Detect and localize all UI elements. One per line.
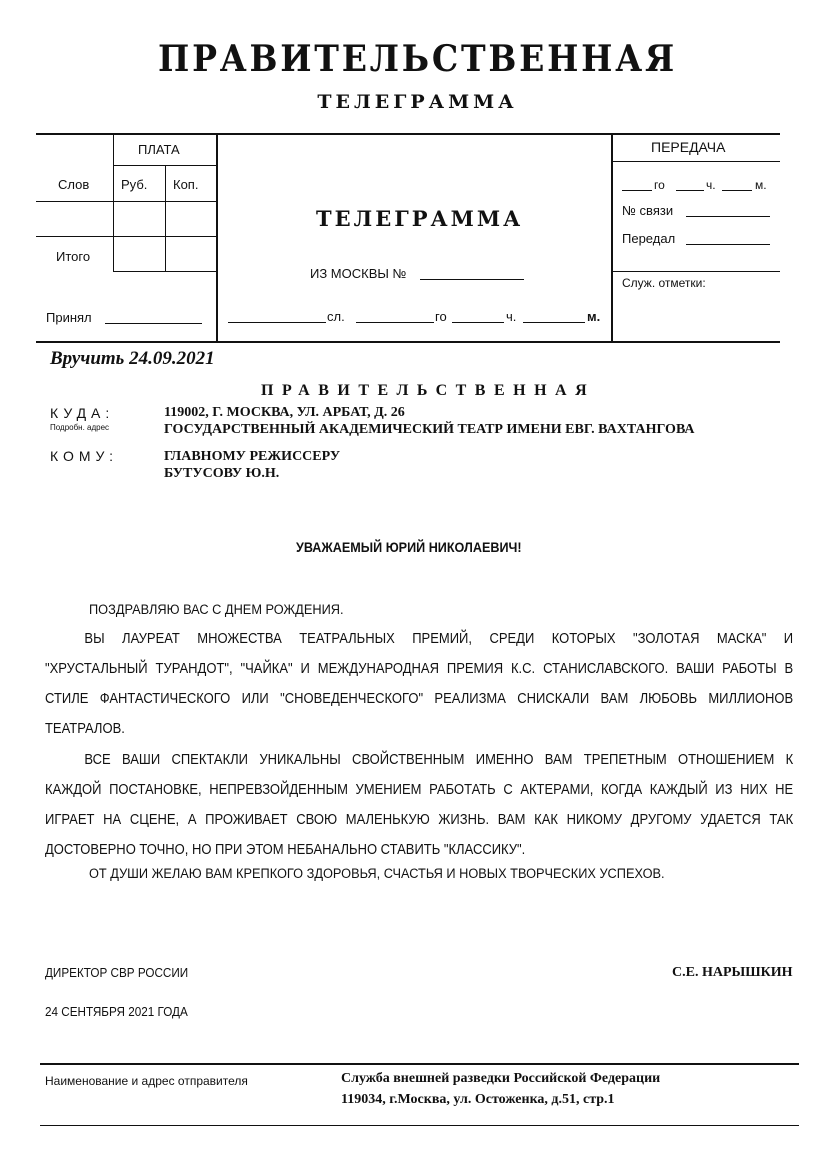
sender-bottom-rule — [40, 1125, 799, 1126]
address-line-1: 119002, Г. МОСКВА, УЛ. АРБАТ, Д. 26 — [164, 405, 405, 420]
paragraph-3-line-1: ВСЕ ВАШИ СПЕКТАКЛИ УНИКАЛЬНЫ СВОЙСТВЕННЫМ ИМЕННО ВАМ ТРЕПЕТНЫМ ОТНОШЕНИЕМ К — [84, 752, 794, 768]
address-line-2: ГОСУДАРСТВЕННЫЙ АКАДЕМИЧЕСКИЙ ТЕАТР ИМЕНИ ЕВГ. ВАХТАНГОВА — [164, 422, 695, 437]
itogo-label: Итого — [56, 249, 91, 264]
peredacha-label: ПЕРЕДАЧА — [651, 139, 726, 155]
paragraph-2-line-2: "ХРУСТАЛЬНЫЙ ТУРАНДОТ", "ЧАЙКА" И МЕЖДУНАРОДНАЯ ПРЕМИЯ К.С. СТАНИСЛАВСКОГО. ВАШИ РАБОТЫ В — [45, 661, 794, 677]
greeting: УВАЖАЕМЫЙ ЮРИЙ НИКОЛАЕВИЧ! — [296, 539, 522, 555]
deliver-date: Вручить 24.09.2021 — [50, 348, 215, 369]
paragraph-3 — [45, 749, 793, 869]
paragraph-3-line-4: ДОСТОВЕРНО ТОЧНО, НО ПРИ ЭТОМ НЕБАНАЛЬНО СТАВИТЬ "КЛАССИКУ". — [45, 842, 526, 858]
paragraph-1: ПОЗДРАВЛЯЮ ВАС С ДНЕМ РОЖДЕНИЯ. — [89, 602, 344, 618]
pravit-label: ПРАВИТЕЛЬСТВЕННАЯ — [261, 382, 596, 399]
document-subtitle: ТЕЛЕГРАММА — [317, 91, 518, 113]
ch-label: ч. — [506, 309, 517, 324]
signatory-name: С.Е. НАРЫШКИН — [672, 965, 793, 980]
right-go-label: го — [654, 178, 665, 192]
prinyal-blank — [105, 323, 202, 324]
m-label: м. — [587, 309, 601, 324]
kuda-label: КУДА: — [50, 405, 115, 421]
sender-line-1: Служба внешней разведки Российской Федерации — [341, 1071, 661, 1086]
iz-moskvy-blank — [420, 279, 524, 280]
go-label: го — [435, 309, 447, 324]
signatory-position: ДИРЕКТОР СВР РОССИИ — [45, 965, 189, 980]
paragraph-3-line-3: ИГРАЕТ НА СЦЕНЕ, А ПРОЖИВАЕТ СВОЮ МАЛЕНЬКУЮ ЖИЗНЬ. ВАМ КАК НИКОМУ ДРУГОМУ УДАЕТСЯ ТАК — [45, 812, 794, 828]
podrob-label: Подробн. адрес — [50, 423, 110, 432]
right-ch-label: ч. — [706, 178, 716, 192]
sluzh-label: Служ. отметки: — [622, 276, 706, 290]
paragraph-2-line-4: ТЕАТРАЛОВ. — [45, 721, 125, 737]
paragraph-2-line-3: СТИЛЕ ФАНТАСТИЧЕСКОГО ИЛИ "СНОВЕДЕНЧЕСКОГО" РЕАЛИЗМА СНИСКАЛИ ВАМ ЛЮБОВЬ МИЛЛИОНОВ — [45, 691, 794, 707]
plata-label: ПЛАТА — [138, 142, 180, 157]
komu-label: КОМУ: — [50, 448, 119, 464]
paragraph-3-line-2: КАЖДОЙ ПОСТАНОВКЕ, НЕПРЕВЗОЙДЕННЫМ УМЕНИЕМ РАБОТАТЬ С АКТЕРАМИ, КОГДА КАЖДЫЙ ИЗ НИХ НЕ — [45, 782, 794, 798]
paragraph-2-line-1: ВЫ ЛАУРЕАТ МНОЖЕСТВА ТЕАТРАЛЬНЫХ ПРЕМИЙ, СРЕДИ КОТОРЫХ "ЗОЛОТАЯ МАСКА" И — [84, 631, 794, 647]
peredal-label: Передал — [622, 231, 676, 246]
document-title: ПРАВИТЕЛЬСТВЕННАЯ — [158, 38, 677, 80]
sender-top-rule — [40, 1063, 799, 1065]
nomer-svyazi-label: № связи — [622, 203, 674, 218]
paragraph-4: ОТ ДУШИ ЖЕЛАЮ ВАМ КРЕПКОГО ЗДОРОВЬЯ, СЧАСТЬЯ И НОВЫХ ТВОРЧЕСКИХ УСПЕХОВ. — [89, 866, 665, 882]
sender-line-2: 119034, г.Москва, ул. Остоженка, д.51, стр.1 — [341, 1092, 615, 1107]
rub-label: Руб. — [121, 177, 148, 192]
right-m-label: м. — [755, 178, 767, 192]
sl-label: сл. — [327, 309, 345, 324]
iz-moskvy-label: ИЗ МОСКВЫ № — [310, 266, 407, 281]
slov-label: Слов — [58, 177, 90, 192]
recipient-line-1: ГЛАВНОМУ РЕЖИССЕРУ — [164, 449, 341, 464]
recipient-line-2: БУТУСОВУ Ю.Н. — [164, 466, 280, 481]
form-center-title: ТЕЛЕГРАММА — [316, 206, 524, 231]
sender-label: Наименование и адрес отправителя — [45, 1074, 248, 1088]
kop-label: Коп. — [173, 177, 199, 192]
paragraph-2 — [45, 628, 793, 748]
prinyal-label: Принял — [46, 310, 92, 325]
signature-date: 24 СЕНТЯБРЯ 2021 ГОДА — [45, 1004, 188, 1019]
